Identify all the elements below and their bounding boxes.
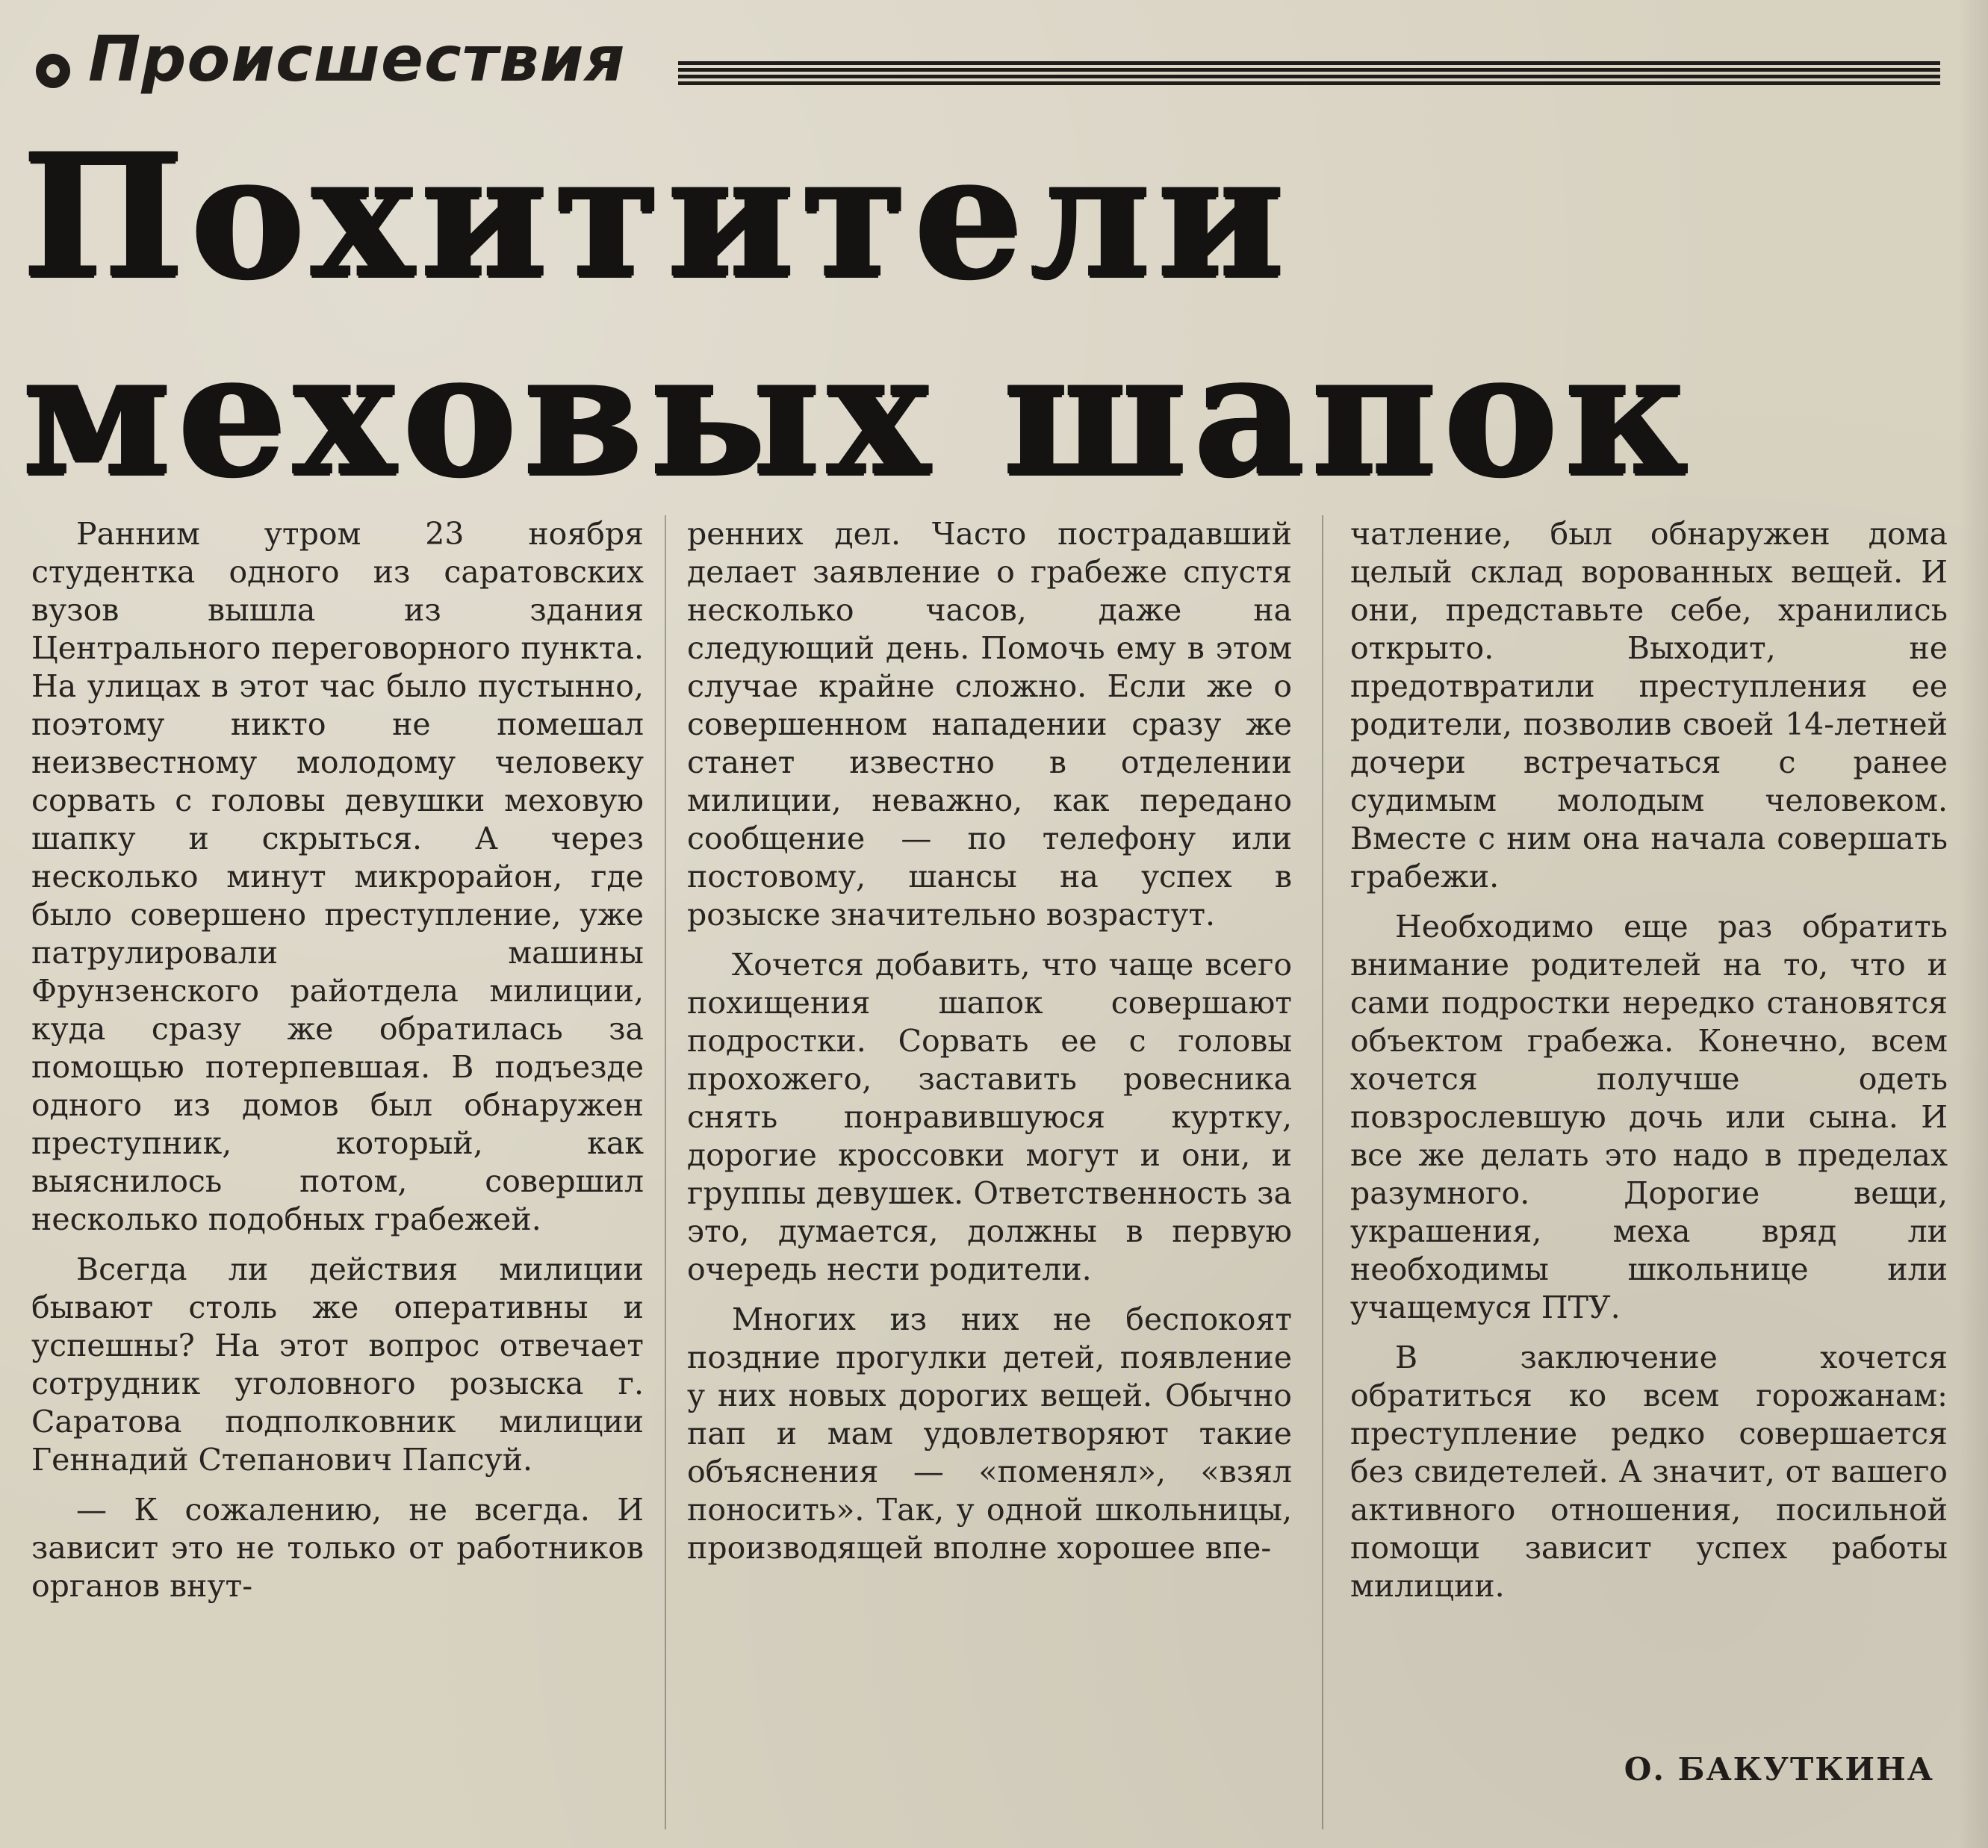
paragraph: Многих из них не беспокоят поздние прогулки детей, появление у них новых дорогих вещей. Обычно пап и мам удовлетворяют такие объяснения — «поменял», «взял поносить». Так, у одной школьницы, производящей вполне хорошее впе- bbox=[687, 1301, 1292, 1566]
section-title: Происшествия bbox=[88, 22, 626, 96]
headline-line-2: меховых шапок bbox=[22, 314, 1695, 514]
bullet-icon bbox=[36, 54, 70, 88]
column-divider bbox=[1322, 515, 1323, 1829]
section-divider bbox=[678, 61, 1940, 87]
column-divider bbox=[665, 515, 666, 1829]
article-column-3 bbox=[1350, 515, 1948, 1605]
paragraph: В заключение хочется обратиться ко всем горожанам: преступление редко совершается без свидетелей. А значит, от вашего активного отношения, посильной помощи зависит успех работы милиции. bbox=[1350, 1340, 1948, 1604]
article-column-2 bbox=[687, 515, 1292, 1567]
paragraph: Хочется добавить, что чаще всего похищения шапок совершают подростки. Сорвать ее с головы прохожего, заставить ровесника снять понравившуюся куртку, дорогие кроссовки могут и они, и группы девушек. Ответственность за это, думается, должны в первую очередь нести родители. bbox=[687, 947, 1292, 1287]
headline-line-1: Похитители bbox=[22, 116, 1292, 316]
paragraph: — К сожалению, не всегда. И зависит это не только от работников органов внут- bbox=[31, 1492, 644, 1604]
paragraph: Всегда ли действия милиции бывают столь же оперативны и успешны? На этот вопрос отвечает сотрудник уголовного розыска г. Саратова подполковник милиции Геннадий Степанович Папсуй. bbox=[31, 1251, 644, 1478]
paragraph: Ранним утром 23 ноября студентка одного из саратовских вузов вышла из здания Центрального переговорного пункта. На улицах в этот час было пустынно, поэтому никто не помешал неизвестному молодому человеку сорвать с головы девушки меховую шапку и скрыться. А через несколько минут микрорайон, где было совершено преступление, уже патрулировали машины Фрунзенского райотдела милиции, куда сразу же обратилась за помощью потерпевшая. В подъезде одного из домов был обнаружен преступник, который, как выяснилось потом, совершил несколько подобных грабежей. bbox=[31, 516, 644, 1237]
page-edge bbox=[1958, 0, 1988, 1848]
article-column-1 bbox=[31, 515, 644, 1605]
section-rubric bbox=[21, 16, 1933, 106]
paragraph: чатление, был обнаружен дома целый склад ворованных вещей. И они, представьте себе, хранились открыто. Выходит, не предотвратили преступления ее родители, позволив своей 14-летней дочери встречаться с ранее судимым молодым человеком. Вместе с ним она начала совершать грабежи. bbox=[1350, 516, 1948, 895]
paragraph: Необходимо еще раз обратить внимание родителей на то, что и сами подростки нередко становятся объектом грабежа. Конечно, всем хочется получше одеть повзрослевшую дочь или сына. И все же делать это надо в пределах разумного. Дорогие вещи, украшения, меха вряд ли необходимы школьнице или учащемуся ПТУ. bbox=[1350, 909, 1948, 1325]
paragraph: ренних дел. Часто пострадавший делает заявление о грабеже спустя несколько часов, даже на следующий день. Помочь ему в этом случае крайне сложно. Если же о совершенном нападении сразу же станет известно в отделении милиции, неважно, как передано сообщение — по телефону или постовому, шансы на успех в розыске значительно возрастут. bbox=[687, 516, 1292, 933]
author-signature: О. БАКУТКИНА bbox=[1624, 1751, 1934, 1788]
